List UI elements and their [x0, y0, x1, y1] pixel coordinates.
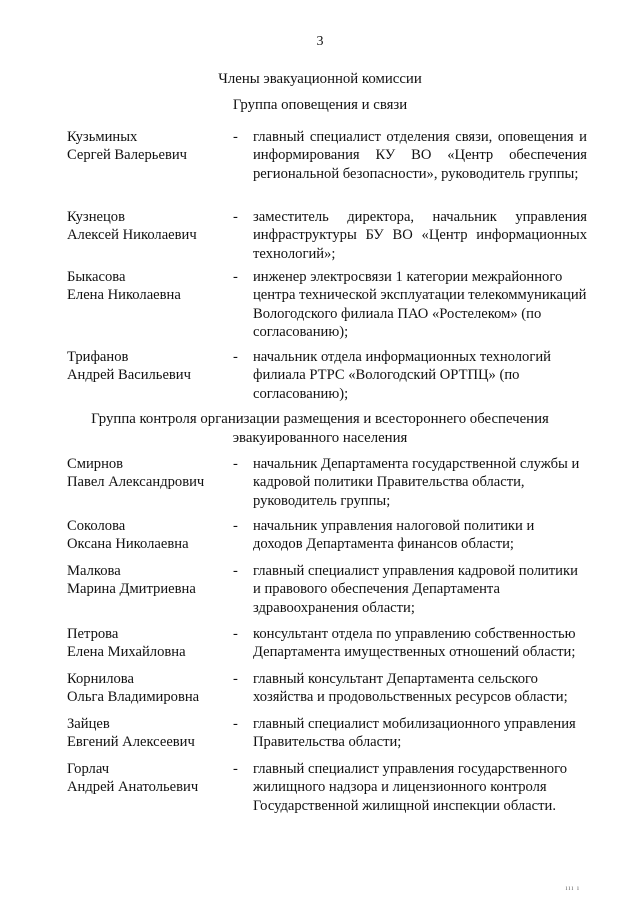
member-role: инженер электросвязи 1 категории межрайонного центра технической эксплуатации телекоммуникаций Вологодского филиала ПАО «Ростелеком» (по согласованию); — [253, 269, 587, 341]
member-surname: Трифанов — [67, 349, 129, 365]
member-given-names: Оксана Николаевна — [67, 536, 189, 553]
member-surname: Корнилова — [67, 671, 134, 687]
scan-mark: ııı ı — [565, 883, 580, 892]
member-role: заместитель директора, начальник управления инфраструктуры БУ ВО «Центр информационных технологий»; — [253, 209, 587, 262]
dash-separator: - — [233, 761, 238, 777]
member-name — [67, 268, 227, 305]
dash-separator: - — [233, 716, 238, 732]
member-name — [67, 715, 227, 752]
dash-separator: - — [233, 269, 238, 285]
member-surname: Кузьминых — [67, 129, 138, 145]
member-role: главный специалист управления кадровой политики и правового обеспечения Департамента здравоохранения области; — [253, 563, 578, 616]
commission-title: Члены эвакуационной комиссии — [218, 71, 422, 87]
member-surname: Соколова — [67, 518, 126, 534]
member-surname: Быкасова — [67, 269, 126, 285]
member-name — [67, 760, 227, 797]
member-surname: Кузнецов — [67, 209, 125, 225]
member-role: консультант отдела по управлению собственностью Департамента имущественных отношений области; — [253, 626, 576, 661]
member-name — [67, 670, 227, 707]
member-given-names: Елена Михайловна — [67, 644, 186, 661]
dash-separator: - — [233, 129, 238, 145]
member-name — [67, 128, 227, 165]
member-role: начальник управления налоговой политики и доходов Департамента финансов области; — [253, 518, 535, 553]
member-given-names: Евгений Алексеевич — [67, 734, 195, 751]
member-given-names: Андрей Васильевич — [67, 367, 191, 384]
page-number: 3 — [316, 34, 324, 49]
member-role: начальник Департамента государственной службы и кадровой политики Правительства области, руководитель группы; — [253, 456, 580, 509]
group-heading-placement-line2: эвакуированного населения — [232, 430, 408, 446]
dash-separator: - — [233, 518, 238, 534]
member-surname: Горлач — [67, 761, 110, 777]
member-given-names: Сергей Валерьевич — [67, 147, 187, 164]
dash-separator: - — [233, 456, 238, 472]
member-role: главный специалист отделения связи, оповещения и информирования КУ ВО «Центр обеспечения региональной безопасности», руководитель группы; — [253, 129, 587, 182]
member-given-names: Павел Александрович — [67, 474, 205, 491]
group-heading-notification: Группа оповещения и связи — [232, 97, 408, 113]
group-heading-placement-line1: Группа контроля организации размещения и всестороннего обеспечения — [91, 411, 549, 427]
dash-separator: - — [233, 671, 238, 687]
member-name — [67, 348, 227, 385]
member-given-names: Елена Николаевна — [67, 287, 181, 304]
member-role: главный специалист мобилизационного управления Правительства области; — [253, 716, 576, 751]
dash-separator: - — [233, 349, 238, 365]
member-surname: Смирнов — [67, 456, 124, 472]
member-role: главный специалист управления государственного жилищного надзора и лицензионного контроля Государственной жилищной инспекции области. — [253, 761, 567, 814]
member-surname: Зайцев — [67, 716, 110, 732]
member-given-names: Андрей Анатольевич — [67, 779, 199, 796]
member-name — [67, 455, 227, 492]
member-given-names: Алексей Николаевич — [67, 227, 197, 244]
member-name — [67, 208, 227, 245]
dash-separator: - — [233, 563, 238, 579]
member-name — [67, 517, 227, 554]
dash-separator: - — [233, 626, 238, 642]
dash-separator: - — [233, 209, 238, 225]
member-given-names: Марина Дмитриевна — [67, 581, 196, 598]
member-surname: Петрова — [67, 626, 119, 642]
member-given-names: Ольга Владимировна — [67, 689, 200, 706]
member-name — [67, 562, 227, 599]
member-role: начальник отдела информационных технологий филиала РТРС «Вологодский ОРТПЦ» (по согласованию); — [253, 349, 551, 402]
member-surname: Малкова — [67, 563, 121, 579]
member-name — [67, 625, 227, 662]
member-role: главный консультант Департамента сельского хозяйства и продовольственных ресурсов области; — [253, 671, 568, 706]
